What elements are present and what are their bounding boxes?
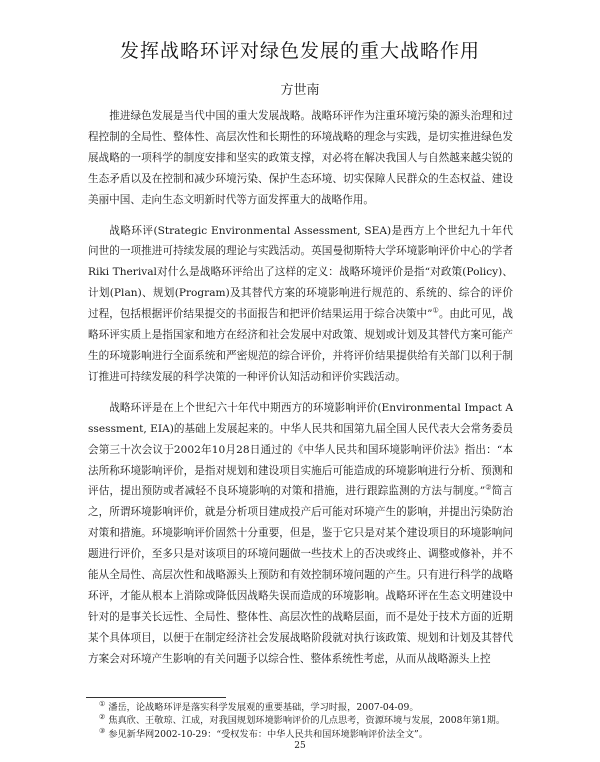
footnote-mark-1: ① — [99, 699, 106, 708]
paragraph-3 — [88, 398, 513, 670]
footnote-3 — [88, 728, 513, 741]
article-body — [88, 106, 513, 680]
footnote-mark-2: ② — [99, 713, 106, 722]
paragraph-3-text: 战略环评是在上个世纪六十年代中期西方的环境影响评价(Environmental Impact Assessment, EIA)的基础上发展起来的。中华人民共和国第九届全国人民代表大会常务委员会第三十次会议于2002年10月28日通过的《中华人民共和国环境影响评价法》指出：“本法所称环境影响评价，是指对规划和建设项目实施后可能造成的环境影响进行分析、预测和评估，提出预防或者减轻不良环境影响的对策和措施，进行跟踪监测的方法与制度。” — [88, 401, 513, 498]
footnote-1 — [88, 701, 513, 714]
paragraph-2 — [88, 221, 513, 388]
footnote-mark-3: ③ — [99, 726, 106, 735]
paragraph-3-tail: 简言之，所谓环境影响评价，就是分析项目建成投产后可能对环境产生的影响，并提出污染防治对策和措施。环境影响评价固然十分重要，但是，鉴于它只是对某个建设项目的环境影响问题进行评价，至多只是对该项目的环境问题做一些技术上的否决或终止、调整或修补，并不能从全局性、高层次性和战略源头上预防和有效控制环境问题的产生。只有进行科学的战略环评，才能从根本上消除或降低因战略失误而造成的环境影响。战略环评在生态文明建设中针对的是事关长远性、全局性、整体性、高层次性的战略层面，而不是处于技术方面的近期某个具体项目，以便于在制定经济社会发展战略阶段就对执行该政策、规划和计划及其替代方案会对环境产生影响的有关问题予以综合性、整体系统性考虑，从而从战略源头上控 — [88, 485, 514, 665]
footnote-2 — [88, 714, 513, 727]
footnote-ref-1: ① — [432, 306, 439, 315]
footnote-text-1: 潘岳，论战略环评是落实科学发展观的重要基础，学习时报，2007-04-09。 — [108, 702, 419, 713]
footnote-divider — [86, 697, 226, 698]
paragraph-2-text: 战略环评(Strategic Environmental Assessment, SEA)是西方上个世纪九十年代问世的一项推进可持续发展的理论与实践活动。英国曼彻斯特大学环境影响评价中心的学者Riki Therival对什么是战略环评给出了这样的定义：战略环境评价是指“对政策(Policy)、计划(Plan)、规划(Program)及其替代方案的环境影响进行规范的、系统的、综合的评价过程，包括根据评价结果提交的书面报告和把评价结果运用于综合决策中” — [88, 224, 513, 321]
paragraph-2-tail: 。由此可见，战略环评实质上是指国家和地方在经济和社会发展中对政策、规划或计划及其替代方案可能产生的环境影响进行全面系统和严密规范的综合评价，并将评价结果提供给有关部门以利于制订推进可持续发展的科学决策的一种评价认知活动和评价实践活动。 — [88, 308, 514, 383]
paragraph-1-text: 推进绿色发展是当代中国的重大发展战略。战略环评作为注重环境污染的源头治理和过程控制的全局性、整体性、高层次性和长期性的环境战略的理念与实践，是切实推进绿色发展战略的一项科学的制度安排和坚实的政策支撑，对必将在解决我国人与自然越来越尖锐的生态矛盾以及在控制和减少环境污染、保护生态环境、切实保障人民群众的生态权益、建设美丽中国、走向生态文明新时代等方面发挥重大的战略作用。 — [88, 110, 513, 206]
footnote-text-3: 参见新华网2002-10-29：“受权发布：中华人民共和国环境影响评价法全文”。 — [108, 728, 428, 740]
article-title: 发挥战略环评对绿色发展的重大战略作用 — [119, 40, 480, 62]
footnotes — [88, 701, 513, 741]
author-name: 方世南 — [280, 83, 320, 98]
footnote-ref-2: ② — [485, 483, 492, 492]
footnote-text-2: 焦真欣、王敬琼、江成，对我国规划环境影响评价的几点思考，资源环境与发展，2008年第1期。 — [108, 715, 506, 727]
page-number: 25 — [294, 741, 306, 751]
paragraph-1 — [88, 106, 513, 211]
